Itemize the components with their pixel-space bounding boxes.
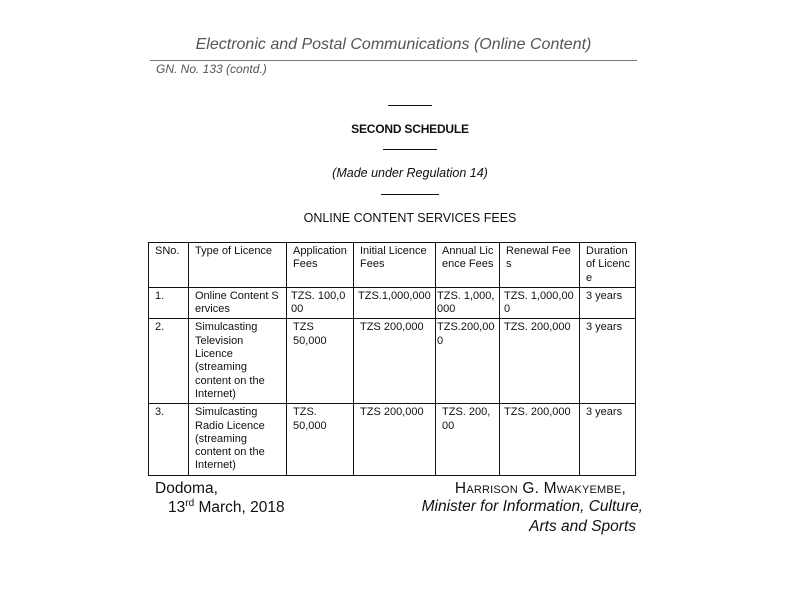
cell-renewal: TZS. 1,000,000 [500, 287, 580, 319]
cell-duration: 3 years [580, 319, 636, 404]
cell-annual: TZS. 1,000,000 [436, 287, 500, 319]
fees-table [148, 242, 636, 476]
col-header-type: Type of Licence [189, 243, 287, 288]
cell-type: Simulcasting Television Licence (streaming content on the Internet) [189, 319, 287, 404]
cell-initial: TZS 200,000 [354, 404, 436, 475]
signing-date [168, 498, 285, 517]
made-under-note: (Made under Regulation 14) [332, 166, 488, 180]
cell-duration: 3 years [580, 404, 636, 475]
signatory-title-line1: Minister for Information, Culture, [421, 498, 643, 515]
cell-sno: 3. [149, 404, 189, 475]
col-header-application: Application Fees [287, 243, 354, 288]
table-title: ONLINE CONTENT SERVICES FEES [303, 211, 517, 225]
cell-sno: 2. [149, 319, 189, 404]
gazette-number: GN. No. 133 (contd.) [156, 62, 267, 76]
divider-note [381, 194, 439, 195]
col-header-renewal: Renewal Fees [500, 243, 580, 288]
cell-duration: 3 years [580, 287, 636, 319]
col-header-sno: SNo. [149, 243, 189, 288]
cell-annual: TZS.200,000 [436, 319, 500, 404]
cell-annual: TZS. 200,00 [436, 404, 500, 475]
signatory-name: Harrison G. Mwakyembe, [454, 480, 626, 497]
table-row [149, 319, 636, 404]
date-suffix: rd [185, 498, 195, 509]
cell-initial: TZS 200,000 [354, 319, 436, 404]
cell-type: Online Content Services [189, 287, 287, 319]
schedule-title: SECOND SCHEDULE [351, 122, 469, 136]
table-row [149, 404, 636, 475]
signing-place: Dodoma, [155, 480, 218, 497]
cell-renewal: TZS. 200,000 [500, 404, 580, 475]
cell-type: Simulcasting Radio Licence (streaming content on the Internet) [189, 404, 287, 475]
table-row [149, 287, 636, 319]
date-month-year: March, 2018 [194, 499, 285, 517]
date-day: 13 [168, 499, 186, 517]
running-head: Electronic and Postal Communications (Online Content) [195, 36, 592, 53]
col-header-annual: Annual Licence Fees [436, 243, 500, 288]
cell-renewal: TZS. 200,000 [500, 319, 580, 404]
cell-application: TZS 50,000 [287, 319, 354, 404]
header-rule [150, 60, 637, 61]
divider-top [388, 105, 432, 106]
cell-application: TZS. 50,000 [287, 404, 354, 475]
table-header-row [149, 243, 636, 288]
cell-initial: TZS.1,000,000 [354, 287, 436, 319]
col-header-duration: Duration of Licence [580, 243, 636, 288]
cell-application: TZS. 100,000 [287, 287, 354, 319]
col-header-initial: Initial Licence Fees [354, 243, 436, 288]
divider-title [383, 149, 437, 150]
signatory-title-line2: Arts and Sports [529, 518, 636, 535]
cell-sno: 1. [149, 287, 189, 319]
